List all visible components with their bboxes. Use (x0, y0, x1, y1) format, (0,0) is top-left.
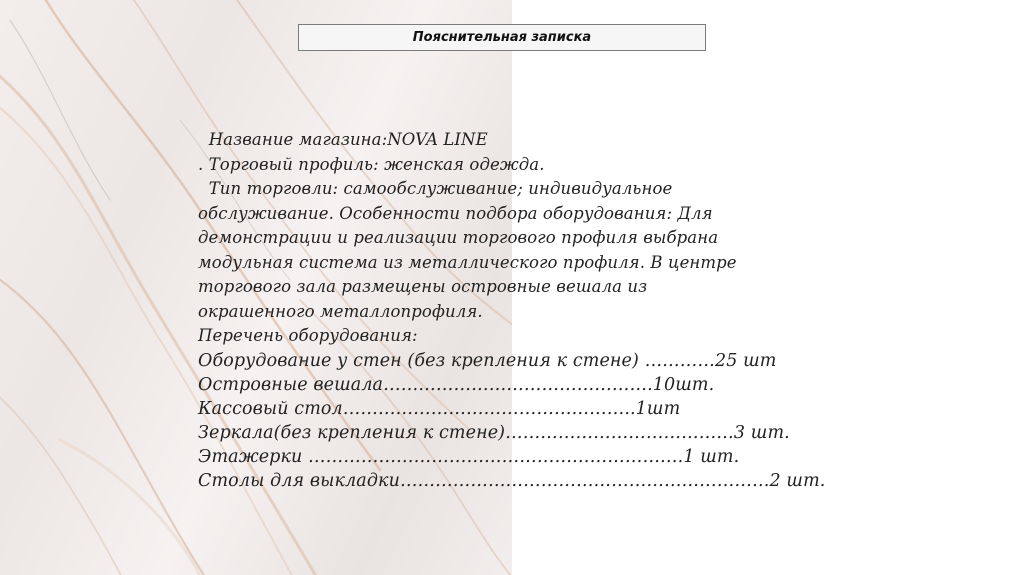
page-title: Пояснительная записка (298, 24, 706, 51)
equipment-item: Оборудование у стен (без крепления к стене) …………25 шт (198, 350, 777, 371)
note-line-4: обслуживание. Особенности подбора оборудования: Для (198, 203, 713, 223)
note-line-trade-profile: . Торговый профиль: женская одежда. (198, 154, 545, 174)
note-line-8: окрашенного металлопрофиля. (198, 301, 483, 321)
note-line-6: модульная система из металлического профиля. В центре (198, 252, 737, 272)
note-line-trade-type: Тип торговли: самообслуживание; индивидуальное (198, 179, 673, 198)
note-line-5: демонстрации и реализации торгового профиля выбрана (198, 228, 719, 247)
equipment-heading: Перечень оборудования: (198, 326, 418, 345)
equipment-item: Этажерки ……………………………………………………….1 шт. (198, 446, 740, 467)
note-line-7: торгового зала размещены островные вешала из (198, 277, 648, 296)
equipment-item: Островные вешала……………………………………….10шт. (198, 374, 715, 395)
equipment-list (198, 349, 858, 493)
note-line-store-name: Название магазина:NOVA LINE (198, 130, 488, 149)
equipment-item: Кассовый стол…………………………………………..1шт (198, 398, 681, 419)
explanatory-note-text (198, 128, 858, 493)
equipment-item: Столы для выкладки………………………………………………………2 шт. (198, 470, 826, 491)
equipment-item: Зеркала(без крепления к стене)…………………………………3 шт. (198, 422, 790, 443)
